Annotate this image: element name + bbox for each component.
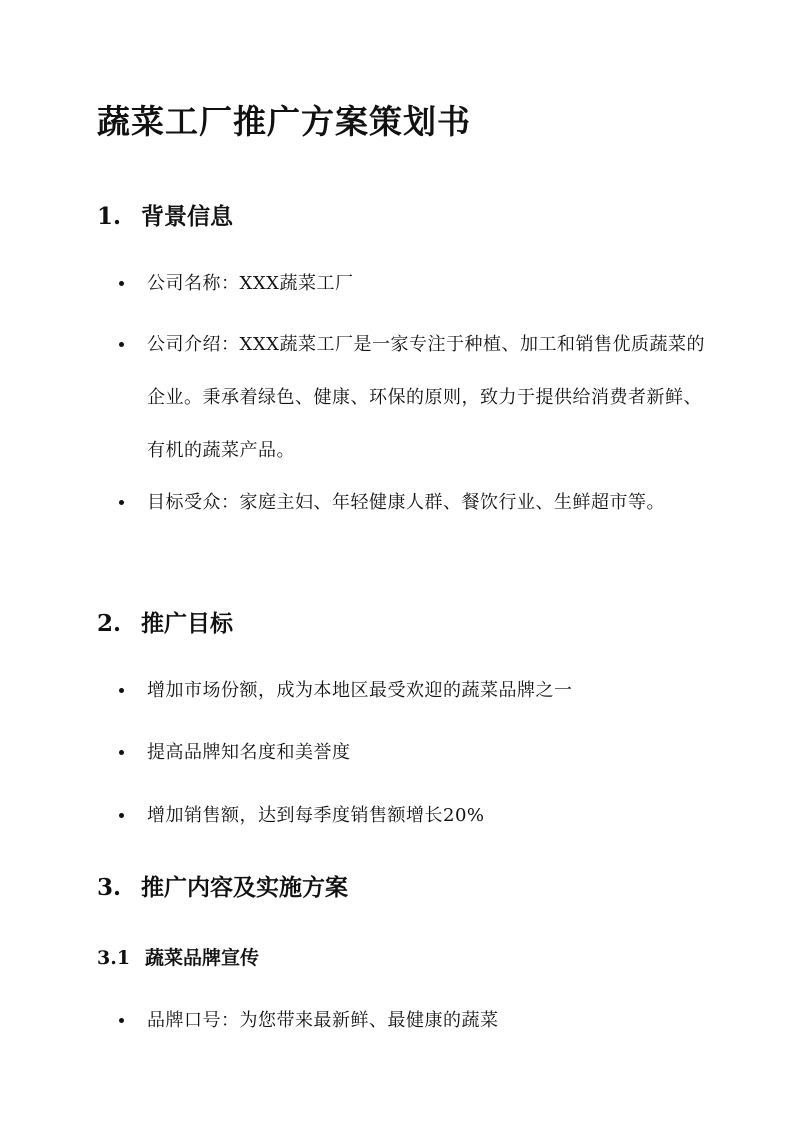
bullet-icon <box>119 281 124 286</box>
subsection-number: 3.1 <box>97 947 131 969</box>
section-heading <box>97 198 233 231</box>
bullet-icon <box>119 750 124 755</box>
section-heading <box>97 605 233 638</box>
list-item: 增加销售额，达到每季度销售额增长20% <box>147 789 707 842</box>
list-item: 提高品牌知名度和美誉度 <box>147 726 707 779</box>
subsection-title: 蔬菜品牌宣传 <box>145 947 260 969</box>
bullet-icon <box>119 342 124 347</box>
section-number: 2. <box>97 610 122 637</box>
list-item: 目标受众：家庭主妇、年轻健康人群、餐饮行业、生鲜超市等。 <box>147 476 707 529</box>
bullet-icon <box>119 688 124 693</box>
list-item: 公司名称：XXX蔬菜工厂 <box>147 257 707 310</box>
section-heading <box>97 869 348 902</box>
section-number: 3. <box>97 874 122 901</box>
list-item: 品牌口号：为您带来最新鲜、最健康的蔬菜 <box>147 994 707 1047</box>
bullet-icon <box>119 813 124 818</box>
section-title: 背景信息 <box>141 203 233 230</box>
subsection-heading <box>97 943 259 970</box>
document-title: 蔬菜工厂推广方案策划书 <box>97 102 471 141</box>
section-number: 1. <box>97 203 122 230</box>
bullet-icon <box>119 500 124 505</box>
list-item: 增加市场份额，成为本地区最受欢迎的蔬菜品牌之一 <box>147 664 707 717</box>
section-title: 推广目标 <box>141 610 233 637</box>
section-title: 推广内容及实施方案 <box>141 874 348 901</box>
bullet-icon <box>119 1018 124 1023</box>
list-item: 公司介绍：XXX蔬菜工厂是一家专注于种植、加工和销售优质蔬菜的企业。秉承着绿色、健康、环保的原则，致力于提供给消费者新鲜、有机的蔬菜产品。 <box>147 318 707 477</box>
